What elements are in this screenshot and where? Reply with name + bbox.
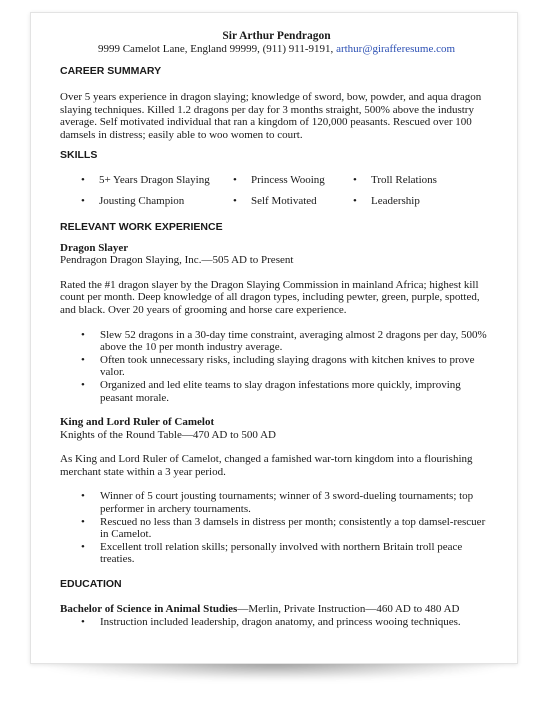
work-experience-title: RELEVANT WORK EXPERIENCE — [60, 220, 223, 233]
job-description: Rated the #1 dragon slayer by the Dragon Slaying Commission in mainland Africa; highest kill count per month. Deep knowledge of all dragon types, including pewter, green, purple, spotted, and black. Over 20 years of grooming and horse care experience. — [60, 278, 480, 316]
list-item: • Excellent troll relation skills; personally involved with northern Britain troll peace treaties. — [81, 541, 493, 566]
list-item: • Often took unnecessary risks, including slaying dragons with kitchen knives to prove valor. — [81, 354, 493, 379]
job-company: Knights of the Round Table—470 AD to 500 AD — [60, 428, 276, 441]
contact-details: 9999 Camelot Lane, England 99999, (911) 911-9191, — [97, 43, 337, 55]
job-bullets — [81, 329, 493, 405]
education-entry — [60, 603, 493, 628]
skill-item: • Troll Relations — [353, 174, 463, 187]
job-title: King and Lord Ruler of Camelot — [60, 416, 215, 429]
list-item: • Slew 52 dragons in a 30-day time constraint, averaging almost 2 dragons per day, 500% above the 10 per month industry average. — [81, 329, 493, 354]
job-title: Dragon Slayer — [60, 241, 129, 254]
applicant-name: Sir Arthur Pendragon — [222, 30, 331, 42]
job-entry — [60, 416, 493, 566]
skill-item: • Princess Wooing — [233, 174, 353, 187]
skill-item: • Leadership — [353, 195, 463, 208]
list-item: • Winner of 5 court jousting tournaments; winner of 3 sword-dueling tournaments; top performer in archery tournaments. — [81, 490, 493, 515]
list-item: • Organized and led elite teams to slay dragon infestations more quickly, improving peasant morale. — [81, 379, 493, 404]
degree-details: —Merlin, Private Instruction—460 AD to 480 AD — [237, 603, 460, 616]
job-entry — [60, 242, 493, 405]
career-summary-title: CAREER SUMMARY — [60, 65, 162, 77]
list-item: • Instruction included leadership, dragon anatomy, and princess wooing techniques. — [81, 616, 493, 629]
education-title: EDUCATION — [60, 578, 122, 591]
email-link[interactable]: arthur@girafferesume.com — [336, 43, 456, 55]
career-summary-text: Over 5 years experience in dragon slaying; knowledge of sword, bow, powder, and aqua dragon slaying techniques. Killed 1.2 dragons per day for 3 months straight, 500% above the industry average. Self motivated individual that ran a kingdom of 120,000 peasants. Rescued over 100 damsels in distress; easily able to woo women to court. — [60, 91, 482, 141]
resume-page — [30, 12, 518, 664]
contact-line — [60, 43, 493, 56]
education-bullets — [81, 616, 493, 629]
skills-list — [81, 174, 493, 207]
skill-item: • Self Motivated — [233, 195, 353, 208]
job-bullets — [81, 490, 493, 566]
skills-title: SKILLS — [60, 149, 98, 162]
degree-name: Bachelor of Science in Animal Studies — [60, 603, 238, 616]
list-item: • Rescued no less than 3 damsels in distress per month; consistently a top damsel-rescuer in Camelot. — [81, 516, 493, 541]
skill-item: • 5+ Years Dragon Slaying — [81, 174, 233, 187]
job-company: Pendragon Dragon Slaying, Inc.—505 AD to Present — [60, 254, 294, 267]
skill-item: • Jousting Champion — [81, 195, 233, 208]
resume-header — [60, 29, 493, 56]
degree-line — [60, 603, 493, 616]
job-description: As King and Lord Ruler of Camelot, changed a famished war-torn kingdom into a flourishing merchant state within a 3 year period. — [60, 453, 473, 478]
